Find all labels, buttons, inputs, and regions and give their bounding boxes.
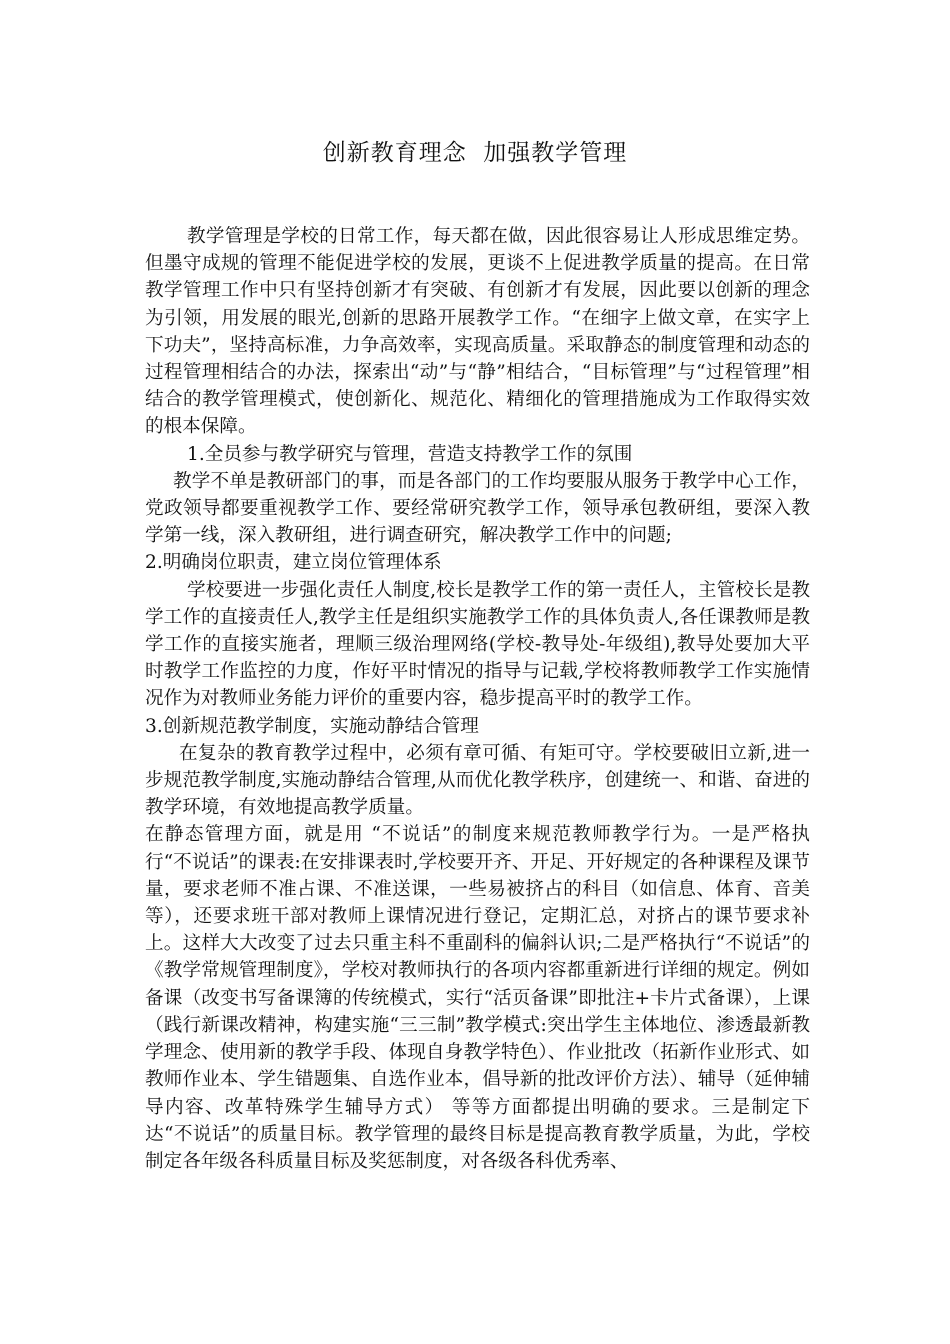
section-3-paragraph: 在复杂的教育教学过程中，必须有章可循、有矩可守。学校要破旧立新,进一步规范教学制度,实施动静结合管理,从而优化教学秩序，创建统一、和谐、奋进的教学环境，有效地提高教学质量。 [145,742,810,819]
section-heading-1: 1.全员参与教学研究与管理，营造支持教学工作的氛围 [187,443,633,465]
section-1-paragraph: 教学不单是教研部门的事，而是各部门的工作均要服从服务于教学中心工作，党政领导都要重视教学工作、要经常研究教学工作，领导承包教研组，要深入教学第一线，深入教研组，进行调查研究，解决教学工作中的问题; [145,470,810,547]
static-management-paragraph: 在静态管理方面，就是用 “不说话”的制度来规范教师教学行为。一是严格执行“不说话”的课表:在安排课表时,学校要开齐、开足、开好规定的各种课程及课节量，要求老师不准占课、不准送课，一些易被挤占的科目（如信息、体育、音美等），还要求班干部对教师上课情况进行登记，定期汇总，对挤占的课节要求补上。这样大大改变了过去只重主科不重副科的偏斜认识;二是严格执行“不说话”的《教学常规管理制度》，学校对教师执行的各项内容都重新进行详细的规定。例如备课（改变书写备课簿的传统模式，实行“活页备课”即批注+卡片式备课），上课（践行新课改精神，构建实施“三三制”教学模式:突出学生主体地位、渗透最新教学理念、使用新的教学手段、体现自身教学特色）、作业批改（拓新作业形式、如教师作业本、学生错题集、自选作业本，倡导新的批改评价方法）、辅导（延伸辅导内容、改革特殊学生辅导方式） 等等方面都提出明确的要求。三是制定下达“不说话”的质量目标。教学管理的最终目标是提高教育教学质量，为此，学校制定各年级各科质量目标及奖惩制度，对各级各科优秀率、 [145,824,810,1172]
page-title: 创新教育理念 加强教学管理 [322,140,628,166]
section-heading-2: 2.明确岗位职责，建立岗位管理体系 [145,552,442,574]
section-heading-3: 3.创新规范教学制度，实施动静结合管理 [145,715,479,737]
section-2-paragraph: 学校要进一步强化责任人制度,校长是教学工作的第一责任人，主管校长是教学工作的直接责任人,教学主任是组织实施教学工作的具体负责人,各任课教师是教学工作的直接实施者，理顺三级治理网络(学校-教导处-年级组),教导处要加大平时教学工作监控的力度，作好平时情况的指导与记载,学校将教师教学工作实施情况作为对教师业务能力评价的重要内容，稳步提高平时的教学工作。 [145,579,810,710]
document-body [145,223,810,1175]
intro-paragraph: 教学管理是学校的日常工作，每天都在做，因此很容易让人形成思维定势。但墨守成规的管理不能促进学校的发展，更谈不上促进教学质量的提高。在日常教学管理工作中只有坚持创新才有突破、有创新才有发展，因此要以创新的理念为引领，用发展的眼光,创新的思路开展教学工作。“在细字上做文章，在实字上下功夫”，坚持高标准，力争高效率，实现高质量。采取静态的制度管理和动态的过程管理相结合的办法，探索出“动”与“静”相结合，“目标管理”与“过程管理”相结合的教学管理模式，使创新化、规范化、精细化的管理措施成为工作取得实效的根本保障。 [145,226,810,438]
